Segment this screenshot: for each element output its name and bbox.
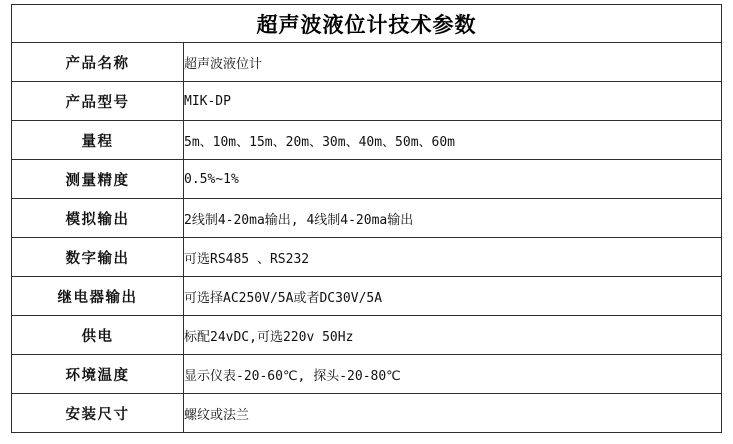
row-value-text: 螺纹或法兰 (184, 407, 250, 423)
table-row (12, 199, 722, 238)
row-value-text: 超声波液位计 (184, 56, 263, 72)
table-row (12, 160, 722, 199)
row-label: 测量精度 (12, 160, 184, 199)
row-value-text: 0.5%~1% (184, 171, 239, 187)
table-row (12, 43, 722, 82)
row-label: 供电 (12, 316, 184, 355)
row-value-text: 可选RS485 、RS232 (184, 251, 310, 267)
row-value (184, 355, 722, 394)
table-row (12, 394, 722, 433)
row-value (184, 394, 722, 433)
row-label: 数字输出 (12, 238, 184, 277)
row-label: 继电器输出 (12, 277, 184, 316)
row-label: 环境温度 (12, 355, 184, 394)
row-value-text: 2线制4-20ma输出, 4线制4-20ma输出 (184, 212, 414, 228)
row-label: 量程 (12, 121, 184, 160)
row-value-text: MIK-DP (184, 93, 231, 109)
table-row (12, 238, 722, 277)
row-value-text: 标配24vDC,可选220v 50Hz (184, 329, 354, 345)
row-value (184, 121, 722, 160)
table-row (12, 355, 722, 394)
technical-parameters-table (11, 4, 722, 433)
row-value (184, 82, 722, 121)
row-label: 模拟输出 (12, 199, 184, 238)
row-value-text: 可选择AC250V/5A或者DC30V/5A (184, 290, 383, 306)
row-value (184, 277, 722, 316)
table-row (12, 277, 722, 316)
row-label: 安装尺寸 (12, 394, 184, 433)
row-label: 产品型号 (12, 82, 184, 121)
row-value (184, 199, 722, 238)
row-label: 产品名称 (12, 43, 184, 82)
row-value (184, 160, 722, 199)
row-value-text: 5m、10m、15m、20m、30m、40m、50m、60m (184, 134, 456, 150)
table-body (12, 5, 722, 433)
row-value (184, 316, 722, 355)
table-title: 超声波液位计技术参数 (12, 5, 722, 43)
table-title-row (12, 5, 722, 43)
row-value (184, 238, 722, 277)
table-row (12, 316, 722, 355)
table-row (12, 82, 722, 121)
row-value (184, 43, 722, 82)
table-row (12, 121, 722, 160)
row-value-text: 显示仪表-20-60℃, 探头-20-80℃ (184, 368, 401, 384)
